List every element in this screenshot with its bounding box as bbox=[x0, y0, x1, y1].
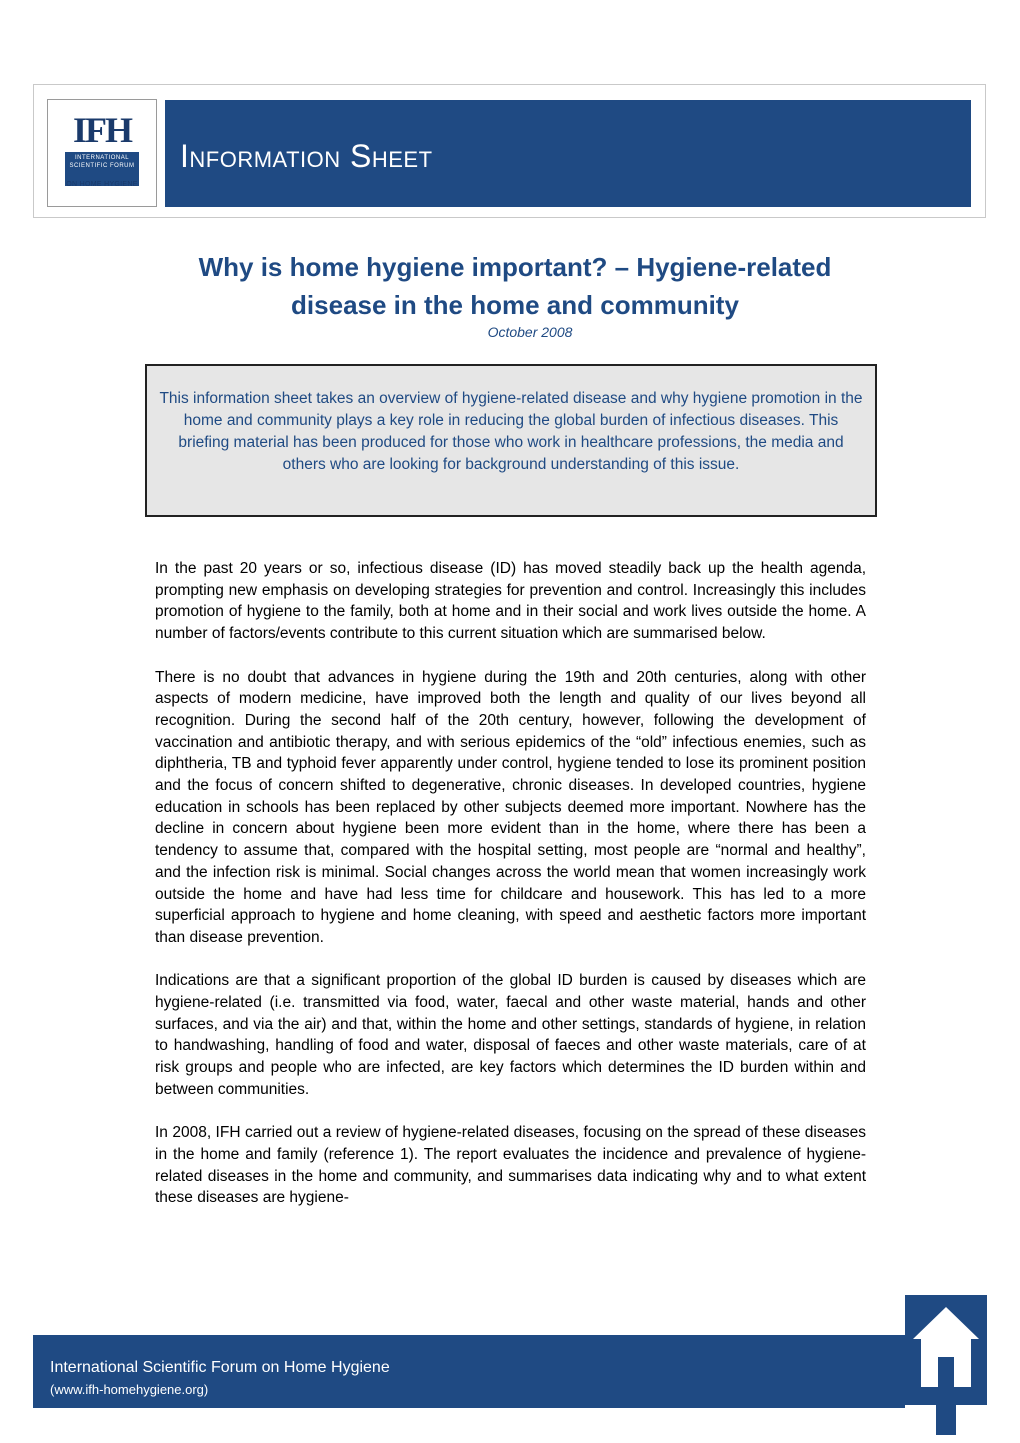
header-title: Information Sheet bbox=[180, 138, 433, 174]
body-paragraph: Indications are that a significant proportion of the global ID burden is caused by diseases which are hygiene-related (i.e. transmitted via food, water, faecal and other waste material, hands and other surfaces, and via the air) and that, within the home and other settings, standards of hygiene, in relation to handwashing, handling of food and water, disposal of faeces and other waste materials, care of at risk groups and people who are infected, are key factors which determines the ID burden within and between communities. bbox=[155, 972, 866, 1098]
house-icon bbox=[905, 1295, 987, 1435]
header-band bbox=[165, 100, 971, 207]
body-paragraph: In the past 20 years or so, infectious disease (ID) has moved steadily back up the health agenda, prompting new emphasis on developing strategies for prevention and control. Increasingly this includes promotion of hygiene to the family, both at home and in their social and work lives outside the home. A number of factors/events contribute to this current situation which are summarised below. bbox=[155, 560, 866, 643]
footer-url: (www.ifh-homehygiene.org) bbox=[50, 1382, 209, 1397]
logo-ifh-text: IFH bbox=[72, 110, 131, 150]
logo-sub-text: ON HOME HYGIENE bbox=[66, 181, 138, 188]
body-paragraph: In 2008, IFH carried out a review of hygiene-related diseases, focusing on the spread of these diseases in the home and family (reference 1). The report evaluates the incidence and prevalence of hygiene-related diseases in the home and community, and summarises data indicating why and to what extent these diseases are hygiene- bbox=[155, 1124, 866, 1207]
footer-band bbox=[33, 1335, 986, 1408]
logo-bar: INTERNATIONAL SCIENTIFIC FORUM bbox=[65, 152, 139, 186]
body-text bbox=[155, 558, 866, 1231]
document-date: October 2008 bbox=[487, 324, 573, 340]
summary-text: This information sheet takes an overview of hygiene-related disease and why hygiene promotion in the home and community plays a key role in reducing the global burden of infectious diseases. This briefing material has been produced for those who work in healthcare professions, the media and others who are looking for background understanding of this issue. bbox=[159, 390, 863, 473]
document-title: Why is home hygiene important? – Hygiene-related disease in the home and community bbox=[198, 252, 832, 320]
footer-org-name: International Scientific Forum on Home Hygiene bbox=[50, 1359, 390, 1376]
body-paragraph: There is no doubt that advances in hygiene during the 19th and 20th centuries, along with other aspects of modern medicine, have improved both the length and quality of our lives beyond all recognition. During the second half of the 20th century, however, following the development of vaccination and antibiotic therapy, and with serious epidemics of the “old” infectious enemies, such as diphtheria, TB and typhoid fever apparently under control, hygiene tended to lose its prominent position and the focus of concern shifted to degenerative, chronic diseases. In developed countries, hygiene education in schools has been replaced by other subjects deemed more important. Nowhere has the decline in concern about hygiene been more evident than in the home, where there has been a tendency to assume that, compared with the hospital setting, most people are “normal and healthy”, and the infection risk is minimal. Social changes across the world mean that women increasingly work outside the home and have had less time for childcare and housework. This has led to a more superficial approach to hygiene and home cleaning, with speed and aesthetic factors more important than disease prevention. bbox=[155, 668, 866, 946]
ifh-logo bbox=[47, 99, 157, 207]
summary-box bbox=[145, 364, 877, 517]
